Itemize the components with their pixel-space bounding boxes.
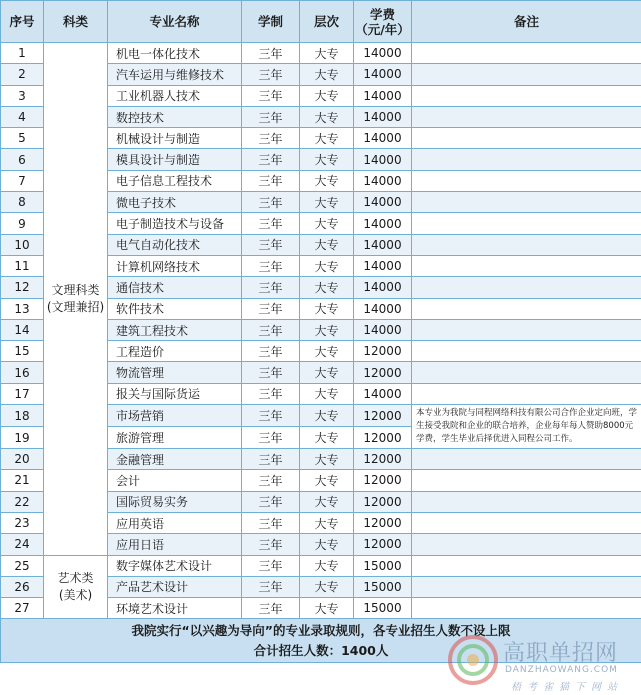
row-fee: 14000 — [354, 106, 412, 127]
row-remarks — [412, 449, 641, 470]
row-duration: 三年 — [242, 383, 300, 404]
row-no: 27 — [1, 598, 44, 619]
header-level: 层次 — [300, 1, 354, 43]
row-level: 大专 — [300, 234, 354, 255]
row-major: 建筑工程技术 — [108, 319, 242, 340]
row-level: 大专 — [300, 576, 354, 597]
watermark-domain: DANZHAOWANG.COM — [505, 665, 618, 675]
row-fee: 12000 — [354, 512, 412, 533]
row-no: 15 — [1, 341, 44, 362]
row-remarks-note: 本专业为我院与同程网络科技有限公司合作企业定向班，学生接受我院和企业的联合培养，企业每年每人赞助8000元学费，学生毕业后择优进入同程公司工作。 — [412, 405, 641, 449]
row-no: 13 — [1, 298, 44, 319]
row-major: 电气自动化技术 — [108, 234, 242, 255]
row-level: 大专 — [300, 470, 354, 491]
row-duration: 三年 — [242, 64, 300, 85]
row-fee: 14000 — [354, 64, 412, 85]
row-no: 7 — [1, 170, 44, 191]
row-remarks — [412, 255, 641, 276]
row-major: 软件技术 — [108, 298, 242, 319]
header-duration: 学制 — [242, 1, 300, 43]
row-no: 22 — [1, 491, 44, 512]
row-major: 旅游管理 — [108, 427, 242, 449]
row-level: 大专 — [300, 170, 354, 191]
row-no: 23 — [1, 512, 44, 533]
row-major: 机电一体化技术 — [108, 43, 242, 64]
row-level: 大专 — [300, 64, 354, 85]
row-major: 国际贸易实务 — [108, 491, 242, 512]
row-major: 通信技术 — [108, 277, 242, 298]
row-no: 3 — [1, 85, 44, 106]
row-level: 大专 — [300, 106, 354, 127]
header-fee-line2: （元/年） — [355, 21, 410, 37]
row-fee: 14000 — [354, 128, 412, 149]
row-major: 会计 — [108, 470, 242, 491]
row-fee: 14000 — [354, 319, 412, 340]
row-major: 工程造价 — [108, 341, 242, 362]
row-remarks — [412, 170, 641, 191]
row-no: 14 — [1, 319, 44, 340]
row-remarks — [412, 64, 641, 85]
row-remarks — [412, 383, 641, 404]
row-no: 10 — [1, 234, 44, 255]
row-duration: 三年 — [242, 213, 300, 234]
row-no: 17 — [1, 383, 44, 404]
row-no: 9 — [1, 213, 44, 234]
row-remarks — [412, 319, 641, 340]
row-level: 大专 — [300, 362, 354, 383]
row-remarks — [412, 555, 641, 576]
row-level: 大专 — [300, 85, 354, 106]
row-no: 20 — [1, 449, 44, 470]
row-fee: 12000 — [354, 405, 412, 427]
row-remarks — [412, 149, 641, 170]
row-major: 数字媒体艺术设计 — [108, 555, 242, 576]
table-body — [1, 43, 641, 619]
row-fee: 14000 — [354, 85, 412, 106]
row-level: 大专 — [300, 277, 354, 298]
row-duration: 三年 — [242, 319, 300, 340]
row-fee: 14000 — [354, 213, 412, 234]
row-remarks — [412, 576, 641, 597]
footer-total-text: 合计招生人数：1400人 — [253, 642, 389, 658]
header-major: 专业名称 — [108, 1, 242, 43]
row-level: 大专 — [300, 213, 354, 234]
category-arts-science — [44, 43, 108, 556]
row-remarks — [412, 512, 641, 533]
row-fee: 12000 — [354, 341, 412, 362]
row-duration: 三年 — [242, 598, 300, 619]
row-duration: 三年 — [242, 512, 300, 533]
watermark-title: 高职单招网 — [503, 641, 619, 666]
row-major: 市场营销 — [108, 405, 242, 427]
header-category: 科类 — [44, 1, 108, 43]
row-duration: 三年 — [242, 43, 300, 64]
row-duration: 三年 — [242, 128, 300, 149]
row-no: 19 — [1, 427, 44, 449]
row-fee: 14000 — [354, 298, 412, 319]
row-level: 大专 — [300, 534, 354, 555]
row-duration: 三年 — [242, 362, 300, 383]
row-fee: 14000 — [354, 277, 412, 298]
row-remarks — [412, 128, 641, 149]
row-level: 大专 — [300, 192, 354, 213]
row-remarks — [412, 598, 641, 619]
category-arts-science-line1: 文理科类 — [51, 282, 100, 297]
row-level: 大专 — [300, 43, 354, 64]
header-no: 序号 — [1, 1, 44, 43]
row-fee: 14000 — [354, 234, 412, 255]
row-remarks — [412, 362, 641, 383]
watermark-slogan: 梧考雀猫下网站 — [511, 682, 623, 693]
row-no: 26 — [1, 576, 44, 597]
row-no: 11 — [1, 255, 44, 276]
row-remarks — [412, 341, 641, 362]
row-level: 大专 — [300, 341, 354, 362]
category-art-line1: 艺术类 — [57, 570, 94, 585]
row-major: 产品艺术设计 — [108, 576, 242, 597]
row-major: 汽车运用与维修技术 — [108, 64, 242, 85]
row-no: 18 — [1, 405, 44, 427]
row-duration: 三年 — [242, 298, 300, 319]
row-fee: 15000 — [354, 576, 412, 597]
row-remarks — [412, 534, 641, 555]
category-arts-science-line2: (文理兼招) — [46, 299, 105, 314]
row-remarks — [412, 192, 641, 213]
row-level: 大专 — [300, 255, 354, 276]
table-row — [1, 43, 641, 64]
row-duration: 三年 — [242, 234, 300, 255]
footer-rule-text: 我院实行“以兴趣为导向”的专业录取规则，各专业招生人数不设上限 — [131, 622, 511, 638]
row-fee: 14000 — [354, 149, 412, 170]
row-no: 1 — [1, 43, 44, 64]
row-level: 大专 — [300, 149, 354, 170]
table-footer — [1, 619, 641, 663]
row-level: 大专 — [300, 491, 354, 512]
row-fee: 12000 — [354, 491, 412, 512]
row-duration: 三年 — [242, 555, 300, 576]
row-duration: 三年 — [242, 405, 300, 427]
row-level: 大专 — [300, 319, 354, 340]
row-duration: 三年 — [242, 449, 300, 470]
row-level: 大专 — [300, 598, 354, 619]
category-art — [44, 555, 108, 619]
row-major: 电子信息工程技术 — [108, 170, 242, 191]
row-major: 金融管理 — [108, 449, 242, 470]
row-remarks — [412, 277, 641, 298]
row-major: 数控技术 — [108, 106, 242, 127]
row-major: 环境艺术设计 — [108, 598, 242, 619]
row-level: 大专 — [300, 449, 354, 470]
row-fee: 15000 — [354, 555, 412, 576]
row-major: 微电子技术 — [108, 192, 242, 213]
row-no: 24 — [1, 534, 44, 555]
row-fee: 14000 — [354, 255, 412, 276]
row-remarks — [412, 234, 641, 255]
row-fee: 14000 — [354, 192, 412, 213]
row-fee: 15000 — [354, 598, 412, 619]
row-remarks — [412, 470, 641, 491]
row-duration: 三年 — [242, 170, 300, 191]
row-duration: 三年 — [242, 106, 300, 127]
row-level: 大专 — [300, 512, 354, 533]
row-no: 6 — [1, 149, 44, 170]
category-art-line2: (美术) — [58, 587, 93, 602]
table-row — [1, 555, 641, 576]
row-fee: 12000 — [354, 470, 412, 491]
row-duration: 三年 — [242, 192, 300, 213]
row-no: 16 — [1, 362, 44, 383]
row-no: 2 — [1, 64, 44, 85]
row-remarks — [412, 213, 641, 234]
row-major: 机械设计与制造 — [108, 128, 242, 149]
row-no: 8 — [1, 192, 44, 213]
row-major: 模具设计与制造 — [108, 149, 242, 170]
row-level: 大专 — [300, 298, 354, 319]
header-fee — [354, 1, 412, 43]
row-duration: 三年 — [242, 470, 300, 491]
row-fee: 12000 — [354, 362, 412, 383]
row-duration: 三年 — [242, 277, 300, 298]
row-no: 12 — [1, 277, 44, 298]
row-major: 计算机网络技术 — [108, 255, 242, 276]
row-fee: 14000 — [354, 43, 412, 64]
row-no: 5 — [1, 128, 44, 149]
row-duration: 三年 — [242, 427, 300, 449]
row-major: 应用日语 — [108, 534, 242, 555]
row-level: 大专 — [300, 427, 354, 449]
row-remarks — [412, 106, 641, 127]
row-no: 25 — [1, 555, 44, 576]
table-header-row — [1, 1, 641, 43]
header-fee-line1: 学费 — [369, 6, 395, 22]
row-no: 4 — [1, 106, 44, 127]
row-remarks — [412, 491, 641, 512]
row-remarks — [412, 85, 641, 106]
row-major: 电子制造技术与设备 — [108, 213, 242, 234]
row-fee: 14000 — [354, 383, 412, 404]
row-major: 应用英语 — [108, 512, 242, 533]
table-footer-row — [1, 619, 641, 663]
row-level: 大专 — [300, 405, 354, 427]
row-fee: 12000 — [354, 427, 412, 449]
row-level: 大专 — [300, 128, 354, 149]
row-level: 大专 — [300, 383, 354, 404]
row-remarks — [412, 298, 641, 319]
header-remarks: 备注 — [412, 1, 641, 43]
row-fee: 12000 — [354, 449, 412, 470]
row-duration: 三年 — [242, 534, 300, 555]
row-fee: 14000 — [354, 170, 412, 191]
row-duration: 三年 — [242, 491, 300, 512]
row-major: 报关与国际货运 — [108, 383, 242, 404]
row-major: 物流管理 — [108, 362, 242, 383]
row-no: 21 — [1, 470, 44, 491]
row-remarks — [412, 43, 641, 64]
row-level: 大专 — [300, 555, 354, 576]
row-duration: 三年 — [242, 576, 300, 597]
row-duration: 三年 — [242, 85, 300, 106]
row-major: 工业机器人技术 — [108, 85, 242, 106]
row-duration: 三年 — [242, 149, 300, 170]
row-fee: 12000 — [354, 534, 412, 555]
row-duration: 三年 — [242, 341, 300, 362]
row-duration: 三年 — [242, 255, 300, 276]
